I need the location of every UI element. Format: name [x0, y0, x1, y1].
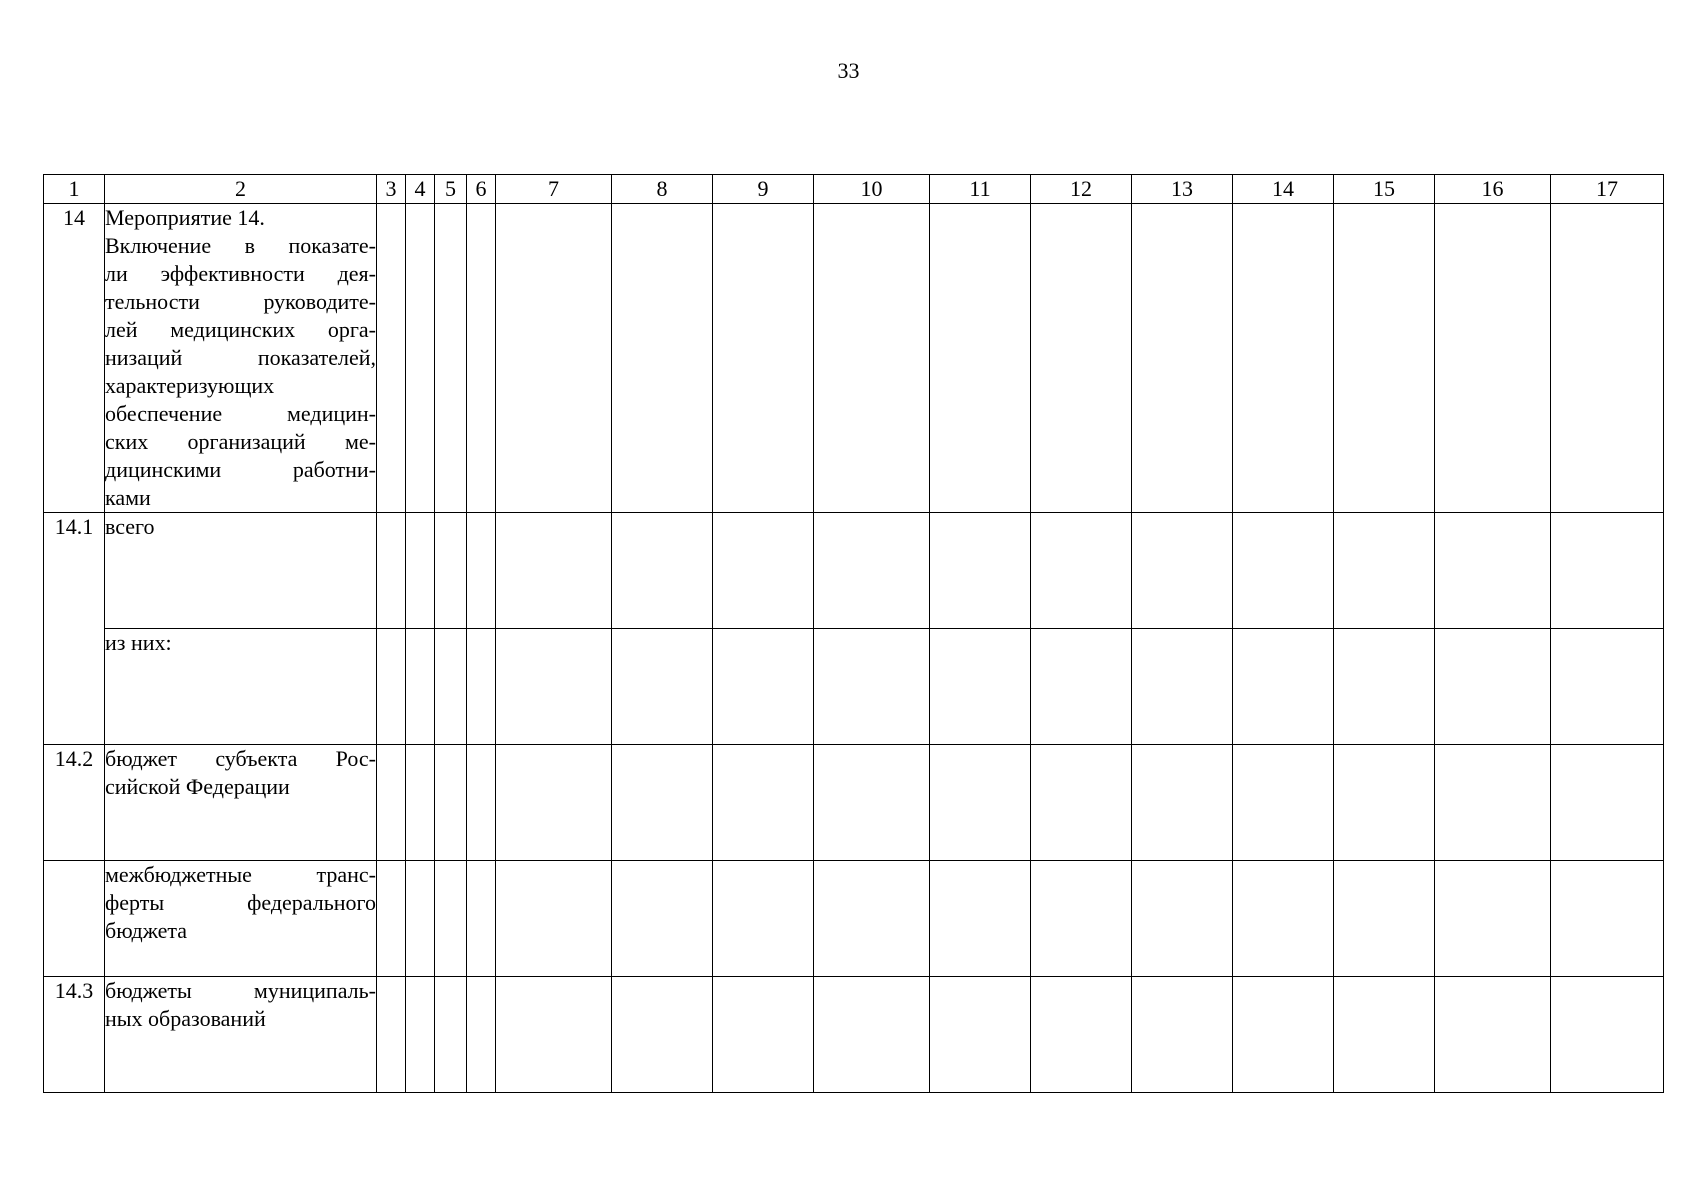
empty-cell — [496, 629, 612, 745]
row-description — [105, 861, 377, 977]
empty-cell — [1435, 513, 1551, 629]
empty-cell — [377, 513, 406, 629]
description-line: бюджета — [105, 918, 188, 943]
empty-cell — [406, 745, 435, 861]
column-header: 7 — [496, 175, 612, 204]
row-description — [105, 629, 377, 745]
row-description — [105, 204, 377, 513]
empty-cell — [713, 977, 814, 1093]
column-header: 13 — [1132, 175, 1233, 204]
table-row-total — [44, 513, 1664, 629]
column-header: 16 — [1435, 175, 1551, 204]
description-line: дицинскими работни- — [105, 457, 376, 482]
empty-cell — [435, 204, 467, 513]
empty-cell — [1132, 513, 1233, 629]
description-line: ферты федерального — [105, 890, 376, 915]
description-line: Мероприятие 14. — [105, 205, 265, 230]
empty-cell — [467, 204, 496, 513]
table-row-municipal-budgets — [44, 977, 1664, 1093]
row-number — [44, 861, 105, 977]
description-line: из них: — [105, 630, 172, 655]
empty-cell — [612, 977, 713, 1093]
row-description — [105, 513, 377, 629]
table-header-row — [44, 175, 1664, 204]
empty-cell — [1551, 745, 1664, 861]
empty-cell — [612, 513, 713, 629]
empty-cell — [1132, 977, 1233, 1093]
column-header: 12 — [1031, 175, 1132, 204]
empty-cell — [1334, 977, 1435, 1093]
empty-cell — [496, 204, 612, 513]
empty-cell — [814, 745, 930, 861]
empty-cell — [406, 977, 435, 1093]
empty-cell — [467, 745, 496, 861]
empty-cell — [1334, 513, 1435, 629]
empty-cell — [814, 629, 930, 745]
empty-cell — [612, 745, 713, 861]
empty-cell — [406, 513, 435, 629]
empty-cell — [713, 629, 814, 745]
empty-cell — [814, 513, 930, 629]
empty-cell — [467, 629, 496, 745]
column-header: 11 — [930, 175, 1031, 204]
empty-cell — [713, 861, 814, 977]
empty-cell — [1435, 861, 1551, 977]
empty-cell — [435, 513, 467, 629]
empty-cell — [930, 861, 1031, 977]
empty-cell — [1233, 745, 1334, 861]
column-header: 3 — [377, 175, 406, 204]
column-header: 6 — [467, 175, 496, 204]
column-header: 15 — [1334, 175, 1435, 204]
empty-cell — [496, 977, 612, 1093]
empty-cell — [814, 977, 930, 1093]
empty-cell — [1132, 629, 1233, 745]
empty-cell — [467, 513, 496, 629]
row-number: 14.1 — [44, 513, 105, 745]
empty-cell — [713, 204, 814, 513]
empty-cell — [435, 745, 467, 861]
empty-cell — [1132, 204, 1233, 513]
description-line: сийской Федерации — [105, 774, 290, 799]
empty-cell — [1233, 513, 1334, 629]
table-row-of-which — [44, 629, 1664, 745]
empty-cell — [930, 204, 1031, 513]
empty-cell — [1334, 204, 1435, 513]
empty-cell — [406, 629, 435, 745]
empty-cell — [1551, 204, 1664, 513]
row-number: 14.3 — [44, 977, 105, 1093]
column-header: 17 — [1551, 175, 1664, 204]
description-line: всего — [105, 514, 155, 539]
empty-cell — [377, 745, 406, 861]
table-row-event-14 — [44, 204, 1664, 513]
empty-cell — [377, 861, 406, 977]
description-line: Включение в показате- — [105, 233, 376, 258]
column-header: 1 — [44, 175, 105, 204]
empty-cell — [814, 861, 930, 977]
empty-cell — [1031, 513, 1132, 629]
description-line: ных образований — [105, 1006, 266, 1031]
page-number: 33 — [837, 58, 860, 83]
empty-cell — [1435, 977, 1551, 1093]
column-header: 4 — [406, 175, 435, 204]
empty-cell — [406, 861, 435, 977]
empty-cell — [930, 977, 1031, 1093]
empty-cell — [377, 204, 406, 513]
table-row-federal-transfers — [44, 861, 1664, 977]
empty-cell — [1031, 861, 1132, 977]
empty-cell — [930, 745, 1031, 861]
empty-cell — [1551, 629, 1664, 745]
row-description — [105, 977, 377, 1093]
description-line: обеспечение медицин- — [105, 401, 376, 426]
empty-cell — [930, 513, 1031, 629]
empty-cell — [1334, 745, 1435, 861]
column-header: 5 — [435, 175, 467, 204]
column-header: 10 — [814, 175, 930, 204]
empty-cell — [814, 204, 930, 513]
column-header: 8 — [612, 175, 713, 204]
description-line: бюджет субъекта Рос- — [105, 746, 376, 771]
empty-cell — [1132, 745, 1233, 861]
empty-cell — [1233, 629, 1334, 745]
empty-cell — [1551, 513, 1664, 629]
row-number: 14.2 — [44, 745, 105, 861]
description-line: тельности руководите- — [105, 289, 376, 314]
empty-cell — [496, 861, 612, 977]
empty-cell — [496, 745, 612, 861]
description-line: ками — [105, 485, 151, 510]
description-line: межбюджетные транс- — [105, 862, 376, 887]
empty-cell — [435, 977, 467, 1093]
empty-cell — [1233, 861, 1334, 977]
empty-cell — [1334, 629, 1435, 745]
table-row-subject-budget — [44, 745, 1664, 861]
empty-cell — [930, 629, 1031, 745]
empty-cell — [1334, 861, 1435, 977]
description-line: характеризующих — [105, 373, 275, 398]
empty-cell — [1031, 204, 1132, 513]
empty-cell — [1132, 861, 1233, 977]
empty-cell — [1031, 745, 1132, 861]
empty-cell — [713, 513, 814, 629]
empty-cell — [377, 629, 406, 745]
row-number: 14 — [44, 204, 105, 513]
empty-cell — [1233, 977, 1334, 1093]
empty-cell — [1551, 977, 1664, 1093]
description-line: ских организаций ме- — [105, 429, 376, 454]
empty-cell — [435, 629, 467, 745]
column-header: 9 — [713, 175, 814, 204]
empty-cell — [612, 861, 713, 977]
empty-cell — [1435, 745, 1551, 861]
empty-cell — [612, 629, 713, 745]
empty-cell — [406, 204, 435, 513]
empty-cell — [1031, 629, 1132, 745]
empty-cell — [1233, 204, 1334, 513]
description-line: низаций показателей, — [105, 345, 376, 370]
empty-cell — [713, 745, 814, 861]
empty-cell — [496, 513, 612, 629]
empty-cell — [1031, 977, 1132, 1093]
column-header: 14 — [1233, 175, 1334, 204]
empty-cell — [612, 204, 713, 513]
empty-cell — [435, 861, 467, 977]
description-line: ли эффективности дея- — [105, 261, 376, 286]
row-description — [105, 745, 377, 861]
empty-cell — [1551, 861, 1664, 977]
description-line: лей медицинских орга- — [105, 317, 376, 342]
description-line: бюджеты муниципаль- — [105, 978, 376, 1003]
empty-cell — [467, 977, 496, 1093]
data-table — [43, 174, 1664, 1093]
empty-cell — [1435, 629, 1551, 745]
empty-cell — [467, 861, 496, 977]
empty-cell — [1435, 204, 1551, 513]
empty-cell — [377, 977, 406, 1093]
column-header: 2 — [105, 175, 377, 204]
